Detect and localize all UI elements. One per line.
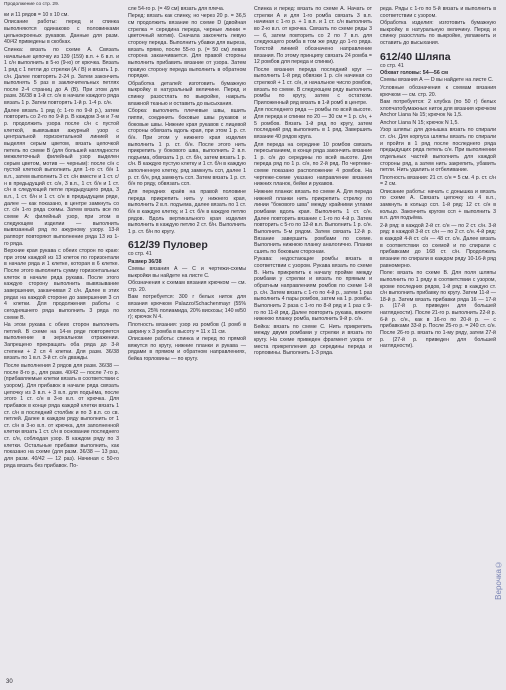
paragraph: Описание работы: начать с донышка и вязать по схеме А. Связать цепочку из 4 в.п., замкнуть в кольцо ссп. 1-й ряд: 12 ст. с/н в кольцо. Закончить кругом ссп + выполнить 3 в.п. для подъёма. — [380, 188, 496, 222]
paragraph: реда. Ряды с 1-го по 5-й вязать и выполнить в соответствии с узором. — [380, 6, 496, 19]
continuation-note: Продолжение со стр. 29. — [4, 2, 60, 7]
paragraph: Описание работы: перед и спинка выполняются одинаково с половинками цельнокроеных рукавов. Данные для разм. 40/42 приведены в скобках. — [4, 19, 119, 46]
paragraph: Вам потребуется: 2 клубка (по 50 г) белых хлопчатобумажных ниток для вязания крючком Anchor Liana № 15; крючок № 1,5. — [380, 99, 496, 119]
paragraph: Описание работы: спинка и перед по прямой вяжутся по кругу, нижние планки и рукава — рядами в прямом и обратном направлениях, бейка горловины — по кругу. — [128, 335, 246, 362]
text-column-1 — [4, 12, 119, 470]
paragraph: Плотность вязания: 21 ст. с/н = 5 см. 4 р. ст. с/н = 2 см. — [380, 174, 496, 188]
paragraph: Схемы вязания А — D вы найдете на листе С. — [380, 77, 494, 84]
page-ref: со стр. 41 — [380, 62, 404, 69]
paragraph: Перед: вязать как спинку, но через 20 р. = 36,5 см продолжить вязание по схеме D (двойная стрелка = середина переда, черные линии = цветочный мотив). Сначала закончить левую сторону переда. Выполнить убавки для выреза, вязать прямо, после 55-го р. (= 50 см) левая сторона заканчивается. Для правой стороны выполнить прибавить вязание от узора. Затем правую сторону переда выполнить в обратном порядке. — [128, 13, 246, 80]
paragraph: Обработка деталей: изготовить бумажную выкройку в натуральный величине. Перед и спинку разостлать по выкройке, накрыть влажной тканью и оставить до высыхания. — [128, 80, 246, 107]
page-number: 30 — [6, 679, 13, 685]
paragraph: Узор шляпы: для донышка вязать по спирали ст. с/н. Для корпуса шляпы вязать по спирали и пройти в 1 ряд после последнего ряда предыдущих ряда петель с/н. При выполнении отдельных частей выполнить для каждой стороны ряд, а затем нить закрепить, убавить петли. Нить удалить и отбеливание. — [380, 127, 496, 174]
text-column-2 — [128, 6, 246, 363]
text-column-4 — [380, 6, 496, 351]
page-ref: со стр. 41 — [128, 251, 152, 258]
paragraph: 2-й ряд: в каждой 2-й ст. с/н — по 2 ст. с/н. 3-й ряд: в каждой 3-й ст. с/н — по 2 ст. с/н. 4-й ряд: в каждой 4-й ст. с/н — 48 ст. с/н. Далее вязать в соответствии со схемой и по спирали с прибавками до 168 ст. с/н. Продолжать вязание по спирали в каждом ряду 10-16-й ряд равномерно. — [380, 222, 496, 269]
text-column-3 — [254, 6, 372, 358]
paragraph: Бейка: вязать по схеме С. Нить прикрепить между двумя ромбами у стрелки и вязать по кругу. На схеме приведен фрагмент узора от места прикрепления до середины переда и горловины. Выполнить 1-3 ряда. — [254, 323, 372, 357]
watermark: Верочка© — [494, 560, 503, 600]
paragraph: Спинка: вязать по схеме А. Связать начальные цепочку из 139 (159) в.п. + 6 в.п. и 1 с/н выполнить в 5-ю (9-ю) от крючка. Вязать 1 ряд с 1 петли до стрелки (A / B) и вязать 1 р. с/н. Далее повторять 2-24 р. Затем закончить выполнять 5 раз в заключительных петлях после 2-4 страниц до А (В). При этом для разм. 36/38 в 1-й ст. с/н в начале каждого ряда вязать 1 р. Затем повторять 1-й р. 1-4 р. с/н. — [4, 46, 119, 107]
paragraph: После выполнения 2 рядов для разм. 36/38 — после 8-го р., для разм. 40/42 — после 7-го р. (прибавляемые клетки вязать в соответствии с узором). Для прибавок в начале ряда связать цепочку из 3 в.п. + 3 в.п. для подъёма, после этого 1 ст. с/н в 3-ю в.п. от крючка. Для прибавок в конце ряда каждой клетки вязать 1 ст. с/н в последний столбик и по 3 в.п. со св. петлей. Далее в каждом ряду выполнить от 1 ст. с/н в 3-ю в.п. от крючка, для заполненной клетки вязать 1 ст. с/н в основание последнего ст. с/н, соблюдая узор. В каждом ряду по 3 клетки. Остальные прибавки выполнить, как показано на схеме (для разм. 36/38 — 13 раз, для разм. 40/42 — 12 раз). Начиная с 50-го ряда вязать без прибавок. По- — [4, 362, 119, 469]
paragraph: Схемы вязания A — C и чертежи-схемы выкройки вы найдете на листе С. — [128, 266, 246, 279]
paragraph: Далее вязать 1 ряд (с 1-го по 9-й р.), затем повторить со 2-го по 9-й р. В каждом 3-м и 7-м р. продолжить узора после с/н с пустой клеткой, вывязывая ажурный узор с центральной горизонтальной линией и выделяя серым цветом, вязать цепочкой петель по схеме В (для большей наглядности межклеточный филейный узор выделен серым цветом, мотив — черным): после с/н с пустой клеткой выполнить для 1-го ст. б/н 1 в.п., затем выполнить 3 ст. с/н вместе и 1 ст. с/н в предыдущий ст. с/н, 3 в.п., 1 ст. б/н и 1 ст. с/н в следующей петле предыдущего ряда, 3 в.п., 1 ст. б/н и 1 ст. с/н в предыдущем ряде, далее — как показано, в центре замкнуть со ст. с/н 1-го ряда схемы. Затем вязать все по схеме A: филейный узор, при этом в следующем изделии — выполнить вывязанный ряд по ажурному узору. 13-й раппорт повторяют выполнение ряда 13 из 1-го ряда. — [4, 107, 119, 247]
paragraph: Для переда на середине 10 ромбов связать пересыпанием, в конце ряда закончить вязание 1 р. с/н до середины по всей высоте. Для переда ряд по 1 р. с/н, по 2-й ряд. По чертеже-схеме показано расположение 4 ромбов. На чертеже-схеме указано направление вязания нижних планок, бейки и рукавов. — [254, 141, 372, 188]
pattern-heading-612-40: 612/40 Шляпа — [380, 50, 451, 63]
paragraph: Для последнего ряда — ромбы по всей высоте. Для переда и спинки по 20 — 30 см = 1 р. с/н, + 5 ромбов. Вязать 1-й ряд по кругу, затем последний ряд выполнить в 1 ряд. Завершить вязание 40 рядов круга. — [254, 107, 372, 141]
paragraph: Обозначения к схемам вязания крючком — см. стр. 20. — [128, 280, 246, 293]
paragraph: ки и 11 рядов = 10 х 10 см. — [4, 12, 69, 18]
paragraph: Обработка изделия: изготовить бумажную выкройку в натуральную величину. Перед и спинку разостлать по выкройке, увлажнить и оставить до высыхания. — [380, 20, 496, 47]
pattern-heading-612-39: 612/39 Пуловер — [128, 239, 208, 252]
paragraph: Вам потребуется: 300 г белых ниток для вязания крючком Palazzo/Schachenmayr (55% хлопка, 25% полиамида, 20% вискозы; 140 м/50 г); крючок N 4. — [128, 294, 246, 321]
paragraph: Спинка и перед: вязать по схеме А. Начать от стрелки А и для 1-го ромба связать 3 в.п. начиная с 1-го р. + 1 в.п. и 1 ст. с/н выполнить во 2-ю в.п. от крючка. Связать по схеме ряды 3 — 6, затем повторить со 2 по 7 в.п. для следующего ромба в том же ряду до 1-го ряда. Толстой линией обозначено направление вязания. По этому принципу связать 24 ромба = 12 ромбов для переда и спинки). — [254, 6, 372, 66]
paragraph: Сборка: выполнить плечевые швы, вшить пиппи, соединить боковые швы рукавов и боковые швы. Нижние края рукавов с лицевой стороны обвязать вдоль края, при этом 1 р. ст. б/н. При этом у нижнего края изделия выполнить 1 р. ст. б/н. После этого нить прикрепить у бокового шва, выполнить 2 в.п. подъема, обвязать 1 р. ст. б/н, затем вязать 1 р. с/н. В каждую пустую клетку и 1 ст. б/н в каждую заполненную клетку, ряд замкнуть ссп, далее 1 р. ст. б/н, ряд замкнуть ссп. Затем вязать 1 р. ст. б/н по ряду, обвязать ссп. — [128, 108, 246, 188]
paragraph: Условные обозначения к схемам вязания крючком — см. стр. 20. — [380, 84, 496, 98]
paragraph: сле 54-го р. (= 49 см) вязать для плеча. — [128, 6, 225, 12]
paragraph: Поле: вязать по схеме В. Для поля шляпы выполнить по 1 ряду в соответствии с узором, кроме последних рядов, 1-й ряд: в каждую ст. с/н выполнить прибавку по кругу. Затем 11-й — 18-й р. Затем вязать прибавки ряда 16 — 17-й р. (17-й р. приведен для большей наглядности). После 21-го р. выполнить 22-й р. 6-й р. с/н., как в 16-го по 20-й р. — с прибавками 33-й р. После 25-го р. = 240 ст. с/н. После 26-го р. вязать по 1-му ряду, затем 27-й р. (27-й р. приведен для большей наглядности). — [380, 270, 496, 350]
paragraph: Рукава: недостающие ромбы вязать в соответствии с узором. Рукава вязать по схеме В. Нить прикрепить к началу пройме между ромбами у стрелки и вязать по прямым и обратным направлениям ромбов по схеме 1-й р. с/н. Затем вязать с 1-го по 4-й р., затем 1 раз выполнить 4 пары ромбов, затем на 1 р. ромбы. Выполнить 2 раза с 1-го по 8-й ряд и 1 раз с 9-го по 11-й ряд. Далее повторить рукава, вяжите нижнюю планку ромба, выполнить 9-й р. с/н. — [254, 256, 372, 323]
paragraph: Верхние края рукава с обеих сторон по краю: при этом каждой из 13 клеток по горизонтали в начале ряда и 1 клетке, которая в 6 клетке. После этого выполнить сумму горизонтальных клеток в начале ряда рукава. После этого каждую сторону выполнить вывязывание завершения, заканчивая 2 с/н. Далее в этих рядах на каждой стороне до завершения 3 сл 4 клетки. Для продолжения работы с сегодняшнего ряда выполнить 3 ряда по схеме В. — [4, 248, 119, 321]
head-size-line: Обхват головы: 54—56 см — [380, 69, 448, 76]
paragraph: Для передних краёв на правой половине переда прикрепить нить у нижнего края, выполнить 2 в.п. подъема, далее вязать по 1 ст. б/н в каждую клетку, и 1 ст. б/н в каждую петлю рядов. Вдоль вертикального края изделия выполнить в каждую петлю 2 ст. б/н. Выполнить 1 р. ст. б/н по кругу. — [128, 188, 246, 235]
paragraph: На этом рукава с обеих сторон выполнить петлей. В схеме на 14-м ряде повторяется выполнение в зеркальном отражении. Запрещено прекращать оба ряда до 3-й степени + 2 сл 4 клетки. Для разм. 36/38 вязать по 1 в.п. 3-й ст. с/н дважды. — [4, 322, 119, 362]
paragraph: Плотность вязания: узор из ромбов (1 ромб в ширину х 3 ромба в высоту = 11 х 11 см. — [128, 321, 246, 335]
paragraph: Anchor Liana N 15; крючок N 1,5. — [380, 119, 459, 126]
size-line: Размер 36/38 — [128, 258, 162, 265]
paragraph: После вязания переда последний круг — выполнить 1-й ряд обвязки 1 р. с/н начиная со стрелкой + 1 ст. с/н, и начальное число ромбов, вязать по схеме. В следующем ряду выполнить ромбы по кругу, затем с остатком. Приложенный ряд вязать в 1-й ромб в центре. — [254, 66, 372, 106]
paragraph: Нижние планки: вязать по схеме А. Для переда нижней планки нить прикрепить стрелку по линии "бокового шва" между крайними углами ромбами вдоль края. Выполнить 1 ст. с/н. Далее повторить вязание с 1-го по 4-й р. Затем повторить с 5-го по 12-й в.п. Выполнить 1 р. с/н. Выполнить 5-м рядом. Затем связать 12-й р. Вязание завершить ромбами по схеме. Выполнить нижнюю планку аналогично. Планки сшить по боковым сторонам. — [254, 188, 372, 255]
